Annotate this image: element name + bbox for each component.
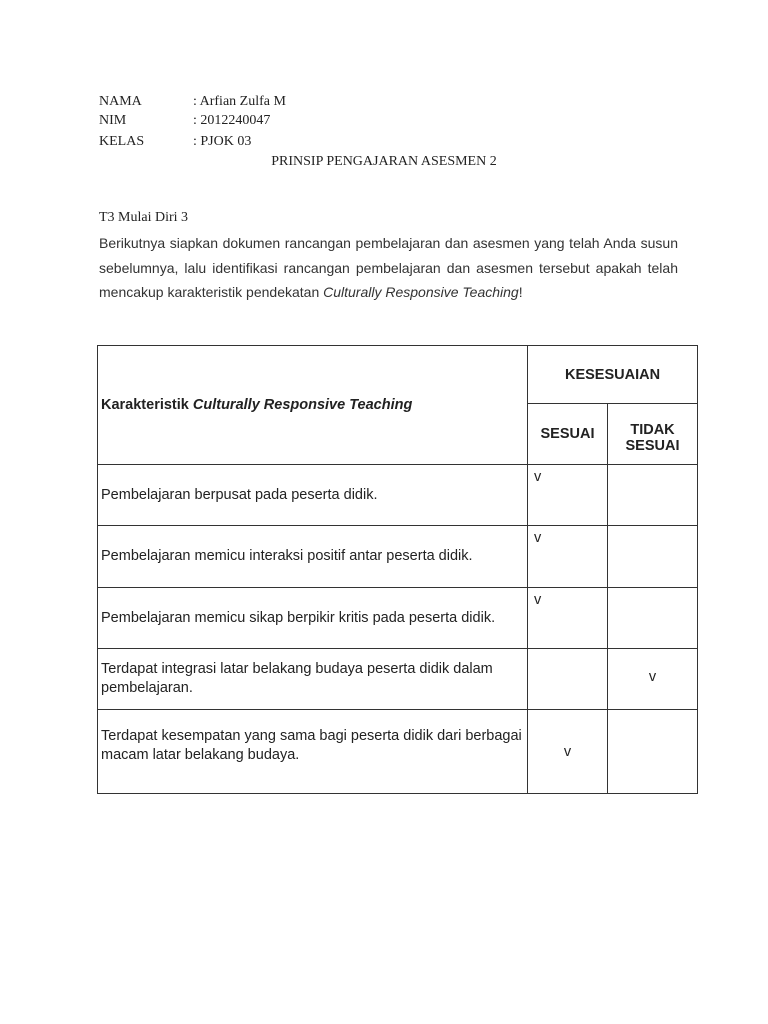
row-text: Terdapat integrasi latar belakang budaya peserta didik dalam pembelajaran.	[98, 649, 528, 710]
kelas-value: : PJOK 03	[193, 134, 252, 149]
header-kesesuaian: KESESUAIAN	[528, 346, 698, 404]
nama-label: NAMA	[99, 94, 142, 109]
kelas-label: KELAS	[99, 134, 145, 149]
header-italic: Culturally Responsive Teaching	[192, 397, 413, 413]
row-sesuai-mark: v	[528, 588, 608, 649]
row-tidak-sesuai-mark: v	[608, 649, 698, 710]
row-tidak-sesuai-mark	[608, 588, 698, 649]
row-tidak-sesuai-mark	[608, 710, 698, 794]
table-row	[98, 465, 698, 526]
table-row	[98, 710, 698, 794]
nama-value: : Arfian Zulfa M	[193, 94, 286, 109]
document-title: PRINSIP PENGAJARAN ASESMEN 2	[271, 154, 497, 169]
header-tidak-sesuai	[608, 404, 698, 465]
section-title: T3 Mulai Diri 3	[99, 210, 189, 225]
table-row	[98, 649, 698, 710]
instruction-text: Berikutnya siapkan dokumen rancangan pembelajaran dan asesmen yang telah Anda susun sebelumnya, lalu identifikasi rancangan pembelajaran dan asesmen tersebut apakah telah mencakup karakteristik pendekatan	[99, 235, 678, 300]
row-tidak-sesuai-mark	[608, 465, 698, 526]
instruction-end: !	[518, 284, 523, 300]
header-sesuai: SESUAI	[528, 404, 608, 465]
table-header-row	[98, 346, 698, 404]
row-sesuai-mark	[528, 649, 608, 710]
row-text: Pembelajaran memicu sikap berpikir kritis pada peserta didik.	[98, 588, 528, 649]
row-text: Pembelajaran memicu interaksi positif antar peserta didik.	[98, 526, 528, 588]
row-text: Pembelajaran berpusat pada peserta didik.	[98, 465, 528, 526]
row-sesuai-mark: v	[528, 465, 608, 526]
instruction-paragraph	[99, 231, 678, 305]
nim-value: : 2012240047	[193, 113, 271, 128]
row-sesuai-mark: v	[528, 710, 608, 794]
characteristics-table	[97, 345, 698, 794]
header-prefix: Karakteristik	[101, 397, 193, 413]
instruction-italic: Culturally Responsive Teaching	[323, 284, 519, 300]
table-row	[98, 526, 698, 588]
row-text: Terdapat kesempatan yang sama bagi peserta didik dari berbagai macam latar belakang budaya.	[98, 710, 528, 794]
nim-label: NIM	[99, 113, 127, 128]
table-row	[98, 588, 698, 649]
header-sesuai-2: SESUAI	[625, 438, 680, 454]
header-tidak: TIDAK	[630, 422, 675, 438]
row-tidak-sesuai-mark	[608, 526, 698, 588]
header-karakteristik	[98, 346, 528, 465]
row-sesuai-mark: v	[528, 526, 608, 588]
